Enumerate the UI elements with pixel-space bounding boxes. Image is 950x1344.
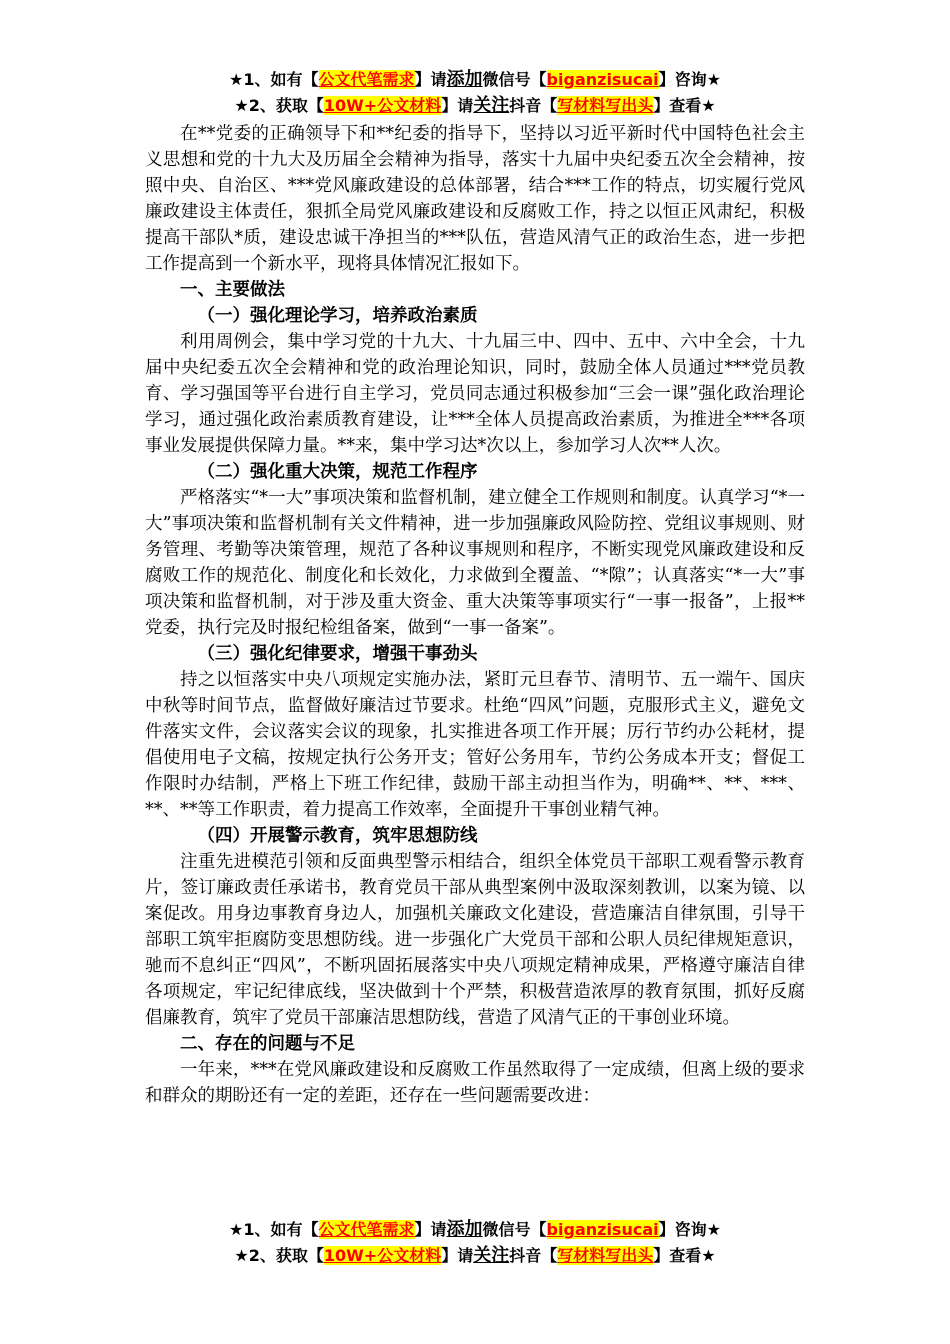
footer-banner (0, 1217, 950, 1269)
banner-text: ★1、如有【 (229, 70, 319, 89)
highlight-text: 10W+公文材料 (323, 96, 442, 115)
banner-text: ★2、获取【 (234, 1246, 324, 1265)
banner-line-2 (0, 93, 950, 119)
banner-text: 】请 (441, 96, 474, 115)
header-banner (0, 67, 950, 119)
subsection-heading: （二）强化重大决策，规范工作程序 (197, 462, 478, 482)
intro-paragraph: 在**党委的正确领导下和**纪委的指导下，坚持以习近平新时代中国特色社会主义思想和党的十九大及历届全会精神为指导，落实十九届中央纪委五次全会精神，按照中央、自治区、***党风廉政建设的总体部署，结合***工作的特点，切实履行党风廉政建设主体责任，狠抓全局党风廉政建设和反腐败工作，持之以恒正风肃纪，积极提高干部队*质，建设忠诚干净担当的***队伍，营造风清气正的政治生态，进一步把工作提高到一个新水平，现将具体情况汇报如下。 (145, 124, 805, 274)
banner-text: ★2、获取【 (234, 96, 324, 115)
banner-text: 】查看★ (653, 96, 716, 115)
banner-line-1 (0, 67, 950, 93)
douyin-account: 写材料写出头 (557, 96, 654, 115)
section-heading-1: 一、主要做法 (180, 280, 285, 300)
banner-line-1 (0, 1217, 950, 1243)
subsection-heading: （一）强化理论学习，培养政治素质 (197, 306, 478, 326)
banner-text: 】咨询★ (658, 70, 721, 89)
banner-text: 微信号【 (482, 1220, 547, 1239)
highlight-text: 公文代笔需求 (318, 70, 415, 89)
highlight-text: 公文代笔需求 (318, 1220, 415, 1239)
banner-text: 】查看★ (653, 1246, 716, 1265)
paragraph: 严格落实“*一大”事项决策和监督机制，建立健全工作规则和制度。认真学习“*一大”事项决策和监督机制有关文件精神，进一步加强廉政风险防控、党组议事规则、财务管理、考勤等决策管理，规范了各种议事规则和程序，不断实现党风廉政建设和反腐败工作的规范化、制度化和长效化，力求做到全覆盖、“*隙”；认真落实“*一大”事项决策和监督机制，对于涉及重大资金、重大决策等事项实行“一事一报备”，上报**党委，执行完及时报纪检组备案，做到“一事一备案”。 (145, 488, 805, 638)
banner-text: 微信号【 (482, 70, 547, 89)
section-heading-2: 二、存在的问题与不足 (180, 1034, 355, 1054)
banner-text: 抖音【 (509, 1246, 558, 1265)
banner-text: 抖音【 (509, 96, 558, 115)
banner-text: 】请 (441, 1246, 474, 1265)
emphasis-text: 添加 (446, 69, 483, 90)
banner-text: 】请 (414, 70, 447, 89)
banner-text: ★1、如有【 (229, 1220, 319, 1239)
banner-text: 】请 (414, 1220, 447, 1239)
paragraph: 一年来，***在党风廉政建设和反腐败工作虽然取得了一定成绩，但离上级的要求和群众的期盼还有一定的差距，还存在一些问题需要改进： (145, 1060, 805, 1106)
paragraph: 注重先进模范引领和反面典型警示相结合，组织全体党员干部职工观看警示教育片，签订廉政责任承诺书，教育党员干部从典型案例中汲取深刻教训，以案为镜、以案促改。用身边事教育身边人，加强机关廉政文化建设，营造廉洁自律氛围，引导干部职工筑牢拒腐防变思想防线。进一步强化广大党员干部和公职人员纪律规矩意识，驰而不息纠正“四风”，不断巩固拓展落实中央八项规定精神成果，严格遵守廉洁自律各项规定，牢记纪律底线，坚决做到十个严禁，积极营造浓厚的教育氛围，抓好反腐倡廉教育，筑牢了党员干部廉洁思想防线，营造了风清气正的干事创业环境。 (145, 852, 805, 1028)
subsection-heading: （四）开展警示教育，筑牢思想防线 (197, 826, 478, 846)
paragraph: 持之以恒落实中央八项规定实施办法，紧盯元旦春节、清明节、五一端午、国庆中秋等时间节点，监督做好廉洁过节要求。杜绝“四风”问题，克服形式主义，避免文件落实文件，会议落实会议的现象，扎实推进各项工作开展；厉行节约办公耗材，提倡使用电子文稿，按规定执行公务开支；管好公务用车，节约公务成本开支；督促工作限时办结制，严格上下班工作纪律，鼓励干部主动担当作为，明确**、**、***、**、**等工作职责，着力提高工作效率，全面提升干事创业精气神。 (145, 670, 805, 820)
douyin-account: 写材料写出头 (557, 1246, 654, 1265)
banner-line-2 (0, 1243, 950, 1269)
highlight-text: 10W+公文材料 (323, 1246, 442, 1265)
document-body (145, 121, 805, 1109)
emphasis-text: 添加 (446, 1219, 483, 1240)
paragraph: 利用周例会，集中学习党的十九大、十九届三中、四中、五中、六中全会，十九届中央纪委五次全会精神和党的政治理论知识，同时，鼓励全体人员通过***党员教育、学习强国等平台进行自主学习，党员同志通过积极参加“三会一课”强化政治理论学习，通过强化政治素质教育建设，让***全体人员提高政治素质，为推进全***各项事业发展提供保障力量。**来，集中学习达*次以上，参加学习人次**人次。 (145, 332, 805, 456)
banner-text: 】咨询★ (658, 1220, 721, 1239)
wechat-id: biganzisucai (546, 70, 659, 89)
subsection-heading: （三）强化纪律要求，增强干事劲头 (197, 644, 478, 664)
emphasis-text: 关注 (473, 95, 510, 116)
emphasis-text: 关注 (473, 1245, 510, 1266)
wechat-id: biganzisucai (546, 1220, 659, 1239)
